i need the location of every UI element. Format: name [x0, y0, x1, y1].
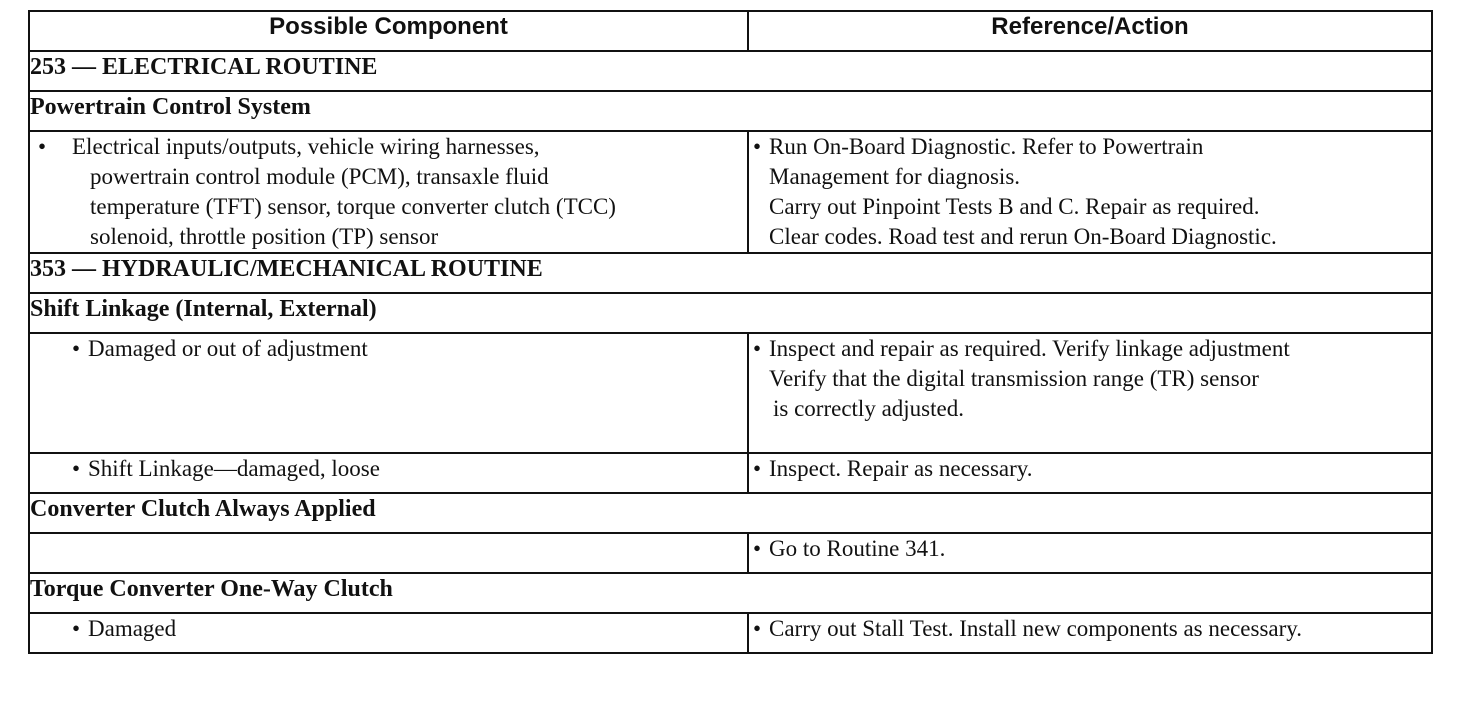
component-line: powertrain control module (PCM), transaxle fluid	[90, 164, 549, 189]
converter-clutch-group-row	[29, 493, 1432, 533]
one-way-clutch-group-title: Torque Converter One-Way Clutch	[29, 573, 1432, 613]
component-line: • Damaged or out of adjustment	[30, 334, 747, 364]
bullet: •	[72, 336, 81, 361]
powertrain-group-title: Powertrain Control System	[29, 91, 1432, 131]
bullet: •	[753, 336, 762, 361]
table-row	[29, 533, 1432, 573]
powertrain-group-row	[29, 91, 1432, 131]
converter-clutch-group-title: Converter Clutch Always Applied	[29, 493, 1432, 533]
component-line: solenoid, throttle position (TP) sensor	[90, 224, 439, 249]
routine-353-row	[29, 253, 1432, 293]
bullet: •	[753, 616, 762, 641]
component-line: • Electrical inputs/outputs, vehicle wiring harnesses,	[30, 132, 747, 162]
routine-253-row	[29, 51, 1432, 91]
bullet: •	[753, 134, 762, 159]
action-line: • Run On-Board Diagnostic. Refer to Powertrain	[749, 132, 1431, 162]
bullet: •	[38, 134, 47, 159]
action-line: • Go to Routine 341.	[749, 534, 1431, 564]
shift-linkage-action-cell	[748, 333, 1432, 453]
bullet: •	[753, 536, 762, 561]
bullet: •	[72, 456, 81, 481]
shift-linkage-component-cell	[29, 333, 748, 453]
action-line: • Inspect and repair as required. Verify linkage adjustment	[749, 334, 1431, 364]
diagnostic-table	[28, 10, 1433, 654]
table-row	[29, 613, 1432, 653]
bullet: •	[753, 456, 762, 481]
header-reference-action: Reference/Action	[748, 11, 1432, 51]
action-line: is correctly adjusted.	[773, 396, 964, 421]
action-line: • Carry out Stall Test. Install new components as necessary.	[749, 614, 1431, 644]
component-line: • Shift Linkage—damaged, loose	[30, 454, 747, 484]
routine-253-title: 253 — ELECTRICAL ROUTINE	[29, 51, 1432, 91]
electrical-action-cell	[748, 131, 1432, 253]
action-line: Clear codes. Road test and rerun On-Board Diagnostic.	[769, 224, 1277, 249]
table-row	[29, 333, 1432, 453]
header-row	[29, 11, 1432, 51]
shift-linkage-loose-action-cell	[748, 453, 1432, 493]
action-line: Management for diagnosis.	[769, 164, 1021, 189]
electrical-component-cell	[29, 131, 748, 253]
component-line: temperature (TFT) sensor, torque converter clutch (TCC)	[90, 194, 616, 219]
component-line: • Damaged	[30, 614, 747, 644]
action-line: • Inspect. Repair as necessary.	[749, 454, 1431, 484]
shift-linkage-group-row	[29, 293, 1432, 333]
shift-linkage-loose-component-cell	[29, 453, 748, 493]
table-row	[29, 131, 1432, 253]
one-way-clutch-group-row	[29, 573, 1432, 613]
action-line: Verify that the digital transmission range (TR) sensor	[769, 366, 1259, 391]
action-line: Carry out Pinpoint Tests B and C. Repair as required.	[769, 194, 1260, 219]
converter-clutch-action-cell	[748, 533, 1432, 573]
header-possible-component: Possible Component	[29, 11, 748, 51]
converter-clutch-component-cell	[29, 533, 748, 573]
one-way-clutch-component-cell	[29, 613, 748, 653]
bullet: •	[72, 616, 81, 641]
one-way-clutch-action-cell	[748, 613, 1432, 653]
table-row	[29, 453, 1432, 493]
routine-353-title: 353 — HYDRAULIC/MECHANICAL ROUTINE	[29, 253, 1432, 293]
shift-linkage-group-title: Shift Linkage (Internal, External)	[29, 293, 1432, 333]
